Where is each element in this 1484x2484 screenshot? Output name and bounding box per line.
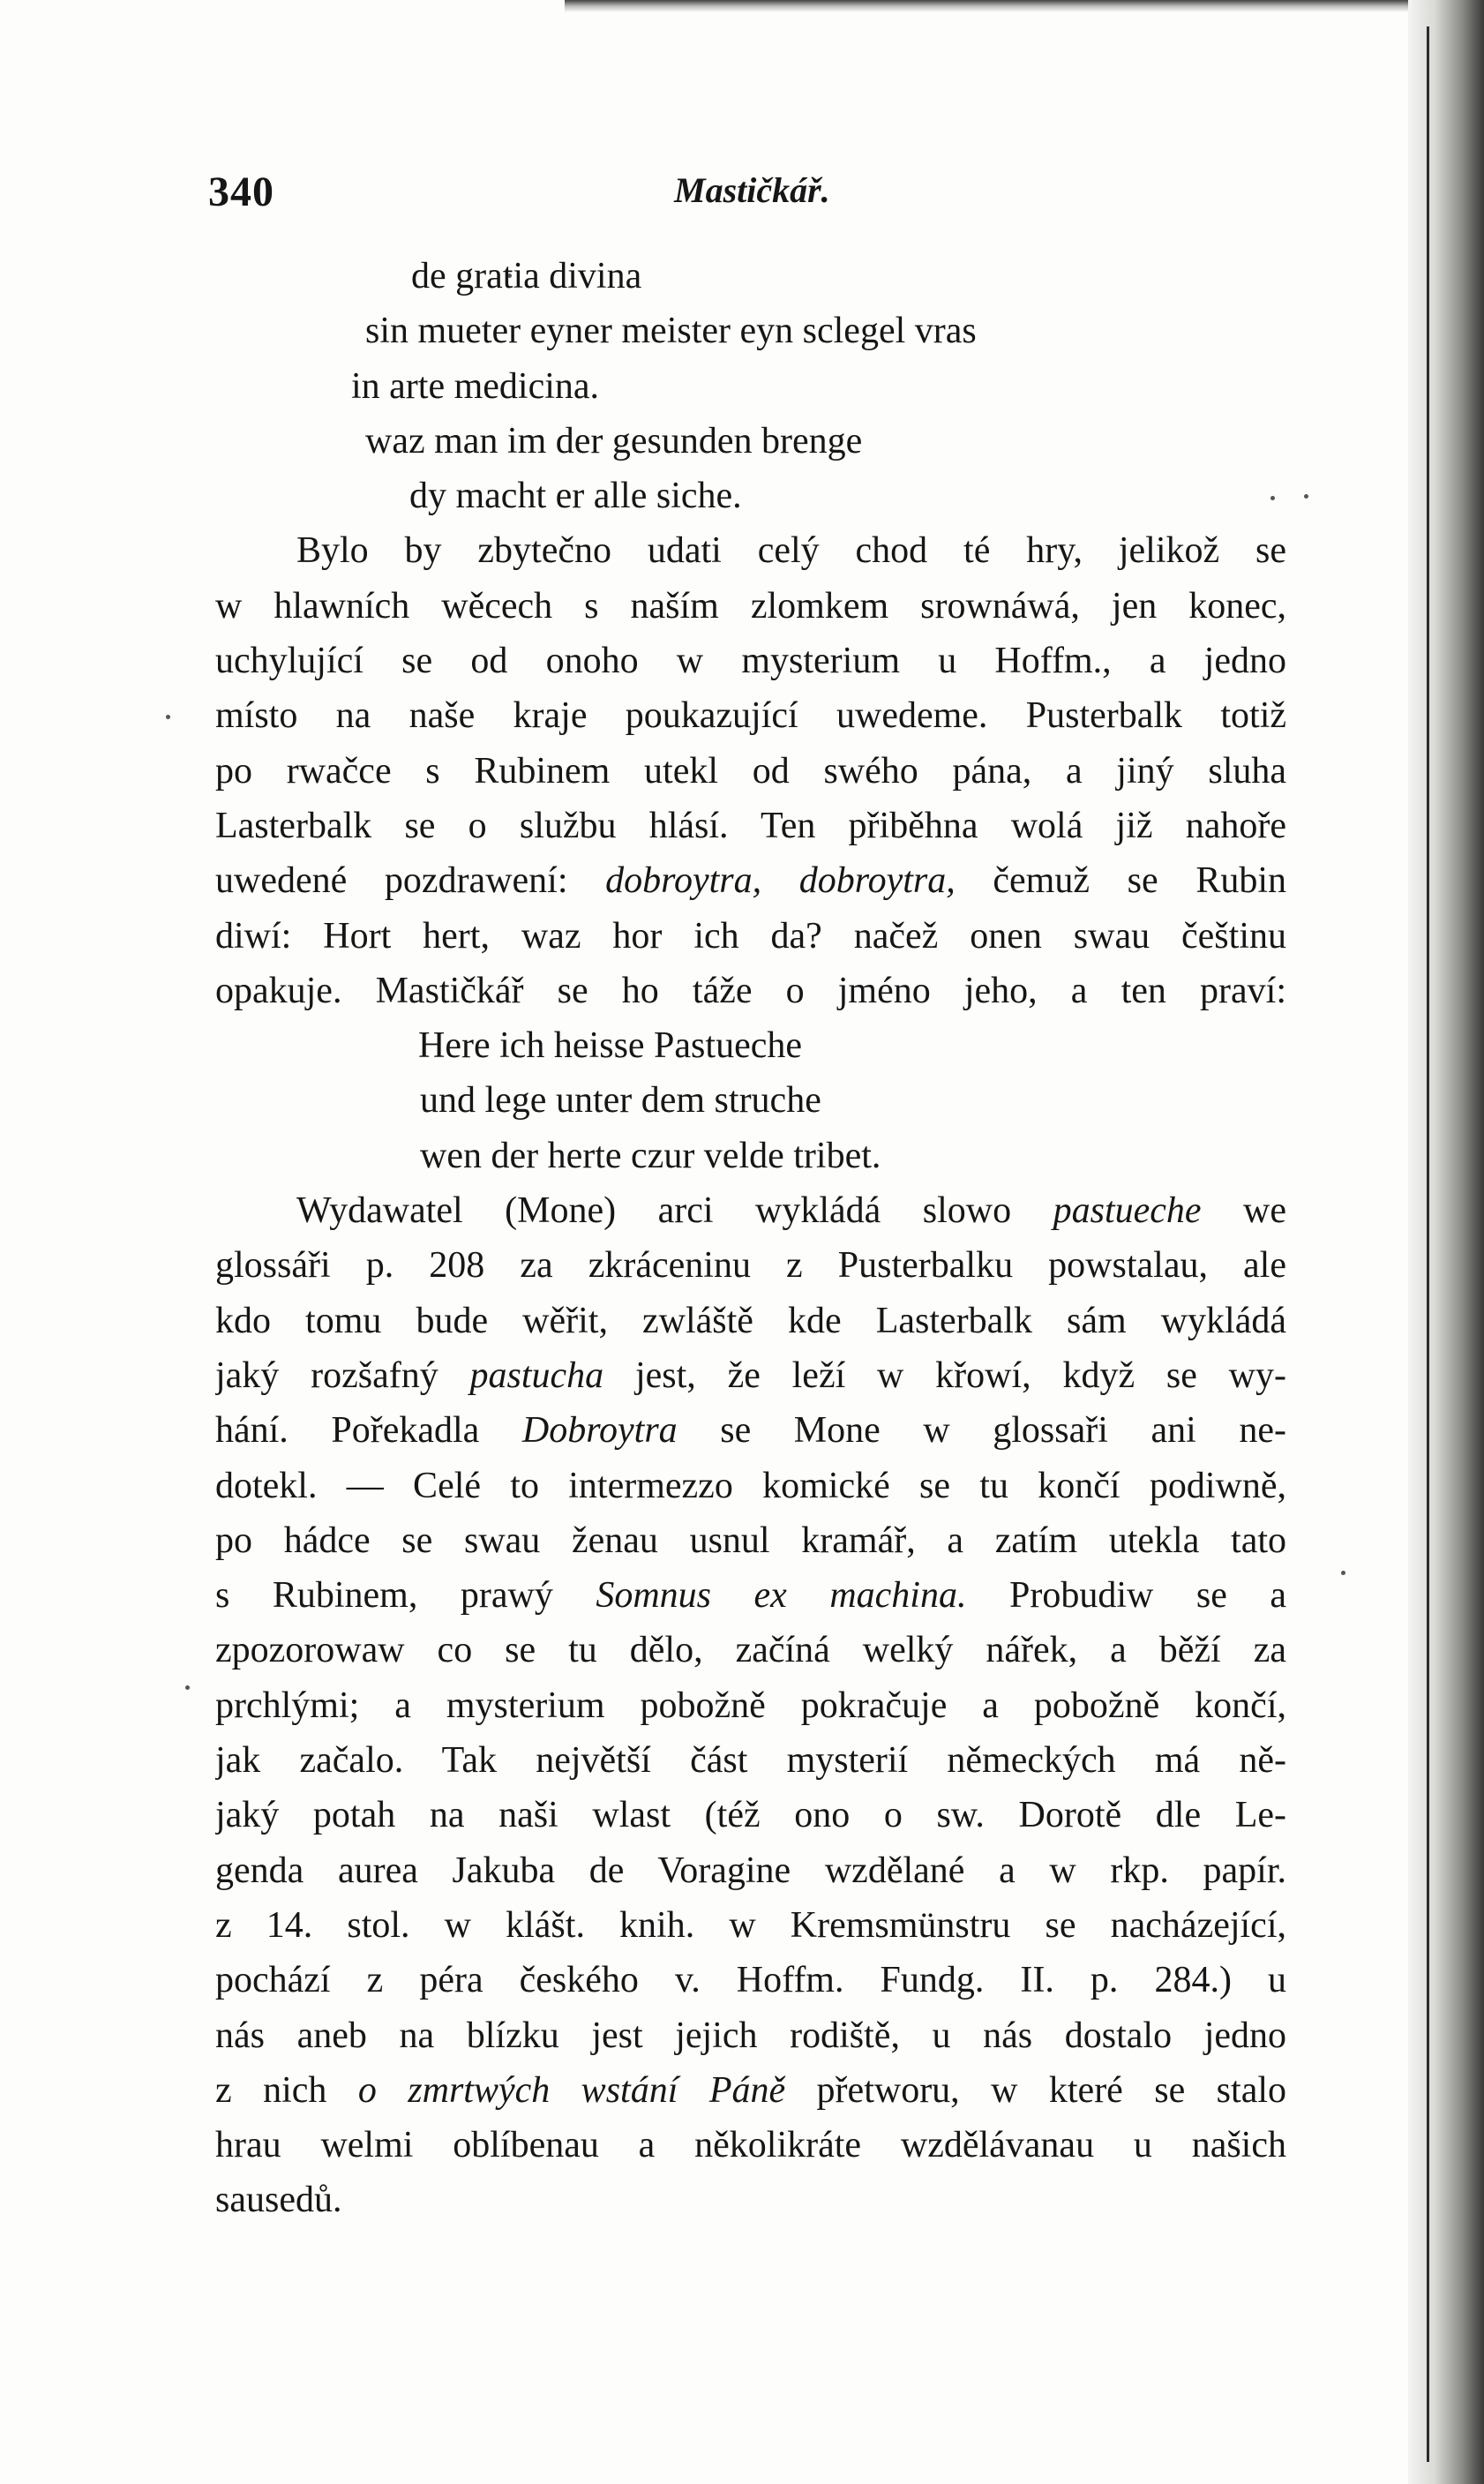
italic-phrase: dobroytra, dobroytra, bbox=[605, 860, 956, 902]
text-span: přetworu, w které se stalo bbox=[785, 2069, 1286, 2111]
italic-phrase: pastueche bbox=[1053, 1190, 1202, 1232]
text-span: uwedené pozdrawení: bbox=[215, 860, 606, 902]
print-speck bbox=[1304, 494, 1308, 499]
verse-line: waz man im der gesunden brenge bbox=[365, 420, 863, 462]
text-line bbox=[215, 1348, 1286, 1403]
verse-line: sin mueter eyner meister eyn sclegel vras bbox=[365, 311, 977, 352]
text-span: čemuž se Rubin bbox=[955, 860, 1286, 902]
text-line: Lasterbalk se o službu hlásí. Ten přiběhna wolá již nahoře bbox=[215, 805, 1286, 846]
text-line: Bylo by zbytečno udati celý chod té hry, jelikož se bbox=[296, 530, 1286, 572]
text-line bbox=[215, 1403, 1286, 1458]
text-line: nás aneb na blízku jest jejich rodiště, u nás dostalo jedno bbox=[215, 2015, 1286, 2056]
page-edge-shadow bbox=[1408, 0, 1484, 2484]
text-line: dotekl. — Celé to intermezzo komické se tu končí podiwně, bbox=[215, 1465, 1286, 1506]
text-line: z 14. stol. w klášt. knih. w Kremsmünstru se nacházející, bbox=[215, 1904, 1286, 1946]
text-line bbox=[215, 1183, 1286, 1238]
text-line: genda aurea Jakuba de Voragine wzdělané a w rkp. papír. bbox=[215, 1850, 1286, 1891]
italic-phrase: o zmrtwých wstání Páně bbox=[357, 2069, 786, 2111]
verse-line: Here ich heisse Pastueche bbox=[418, 1025, 802, 1067]
verse-line: de gratia divina bbox=[411, 256, 642, 296]
text-line: uchylující se od onoho w mysterium u Hoffm., a jedno bbox=[215, 641, 1286, 682]
italic-phrase: Dobroytra bbox=[521, 1410, 678, 1452]
text-line: diwí: Hort hert, waz hor ich da? načež onen swau češtinu bbox=[215, 915, 1286, 957]
text-span: jaký rozšafný bbox=[215, 1355, 470, 1396]
text-span: s Rubinem, prawý bbox=[215, 1575, 596, 1617]
text-line: prchlými; a mysterium pobožně pokračuje a pobožně končí, bbox=[215, 1685, 1286, 1726]
page-body bbox=[215, 249, 1286, 2228]
running-title: Mastičkář. bbox=[674, 170, 830, 210]
page-number: 340 bbox=[208, 169, 274, 215]
text-span: jest, že leží w křowí, když se wy- bbox=[603, 1355, 1286, 1396]
text-line: jak začalo. Tak největší část mysterií německých má ně- bbox=[215, 1740, 1286, 1782]
text-line: hrau welmi oblíbenau a několikráte wzdělávanau u našich bbox=[215, 2125, 1286, 2166]
text-line: opakuje. Mastičkář se ho táže o jméno jeho, a ten praví: bbox=[215, 970, 1286, 1011]
verse-line: und lege unter dem struche bbox=[420, 1080, 821, 1122]
page-top-shadow bbox=[565, 0, 1412, 12]
verse-line: dy macht er alle siche. bbox=[409, 476, 742, 517]
print-speck bbox=[1341, 1571, 1345, 1575]
italic-phrase: pastucha bbox=[469, 1355, 604, 1396]
text-line: po rwačce s Rubinem utekl od swého pána, a jiný sluha bbox=[215, 750, 1286, 792]
print-speck bbox=[166, 715, 170, 719]
text-line: pochází z péra českého v. Hoffm. Fundg. II. p. 284.) u bbox=[215, 1960, 1286, 2001]
page-header bbox=[208, 168, 1302, 229]
text-line bbox=[215, 1568, 1286, 1623]
text-span: hání. Pořekadla bbox=[215, 1410, 522, 1452]
text-line bbox=[215, 2063, 1286, 2118]
text-span: Probudiw se a bbox=[966, 1575, 1286, 1617]
text-line bbox=[215, 853, 1286, 908]
text-line: zpozorowaw co se tu dělo, začíná welký nářek, a běží za bbox=[215, 1630, 1286, 1671]
verse-line: wen der herte czur velde tribet. bbox=[420, 1135, 881, 1176]
text-line: místo na naše kraje poukazující uwedeme. Pusterbalk totiž bbox=[215, 695, 1286, 737]
text-line: kdo tomu bude wěřit, zwláště kde Lasterbalk sám wykládá bbox=[215, 1300, 1286, 1341]
page-edge-line bbox=[1427, 26, 1429, 2462]
text-line: sausedů. bbox=[215, 2180, 342, 2221]
text-line: w hlawních wěcech s naším zlomkem srownáwá, jen konec, bbox=[215, 585, 1286, 627]
italic-phrase: Somnus ex machina. bbox=[596, 1575, 967, 1617]
print-speck bbox=[185, 1685, 190, 1690]
text-span: Wydawatel (Mone) arci wykládá slowo bbox=[296, 1190, 1053, 1232]
text-line: jaký potah na naši wlast (též ono o sw. Dorotě dle Le- bbox=[215, 1795, 1286, 1836]
text-line: po hádce se swau ženau usnul kramář, a zatím utekla tato bbox=[215, 1520, 1286, 1561]
text-span: se Mone w glossaři ani ne- bbox=[677, 1410, 1286, 1452]
verse-line: in arte medicina. bbox=[351, 365, 600, 407]
text-span: z nich bbox=[215, 2069, 358, 2111]
text-span: we bbox=[1201, 1190, 1286, 1232]
text-line: glossáři p. 208 za zkráceninu z Pusterbalku powstalau, ale bbox=[215, 1245, 1286, 1287]
